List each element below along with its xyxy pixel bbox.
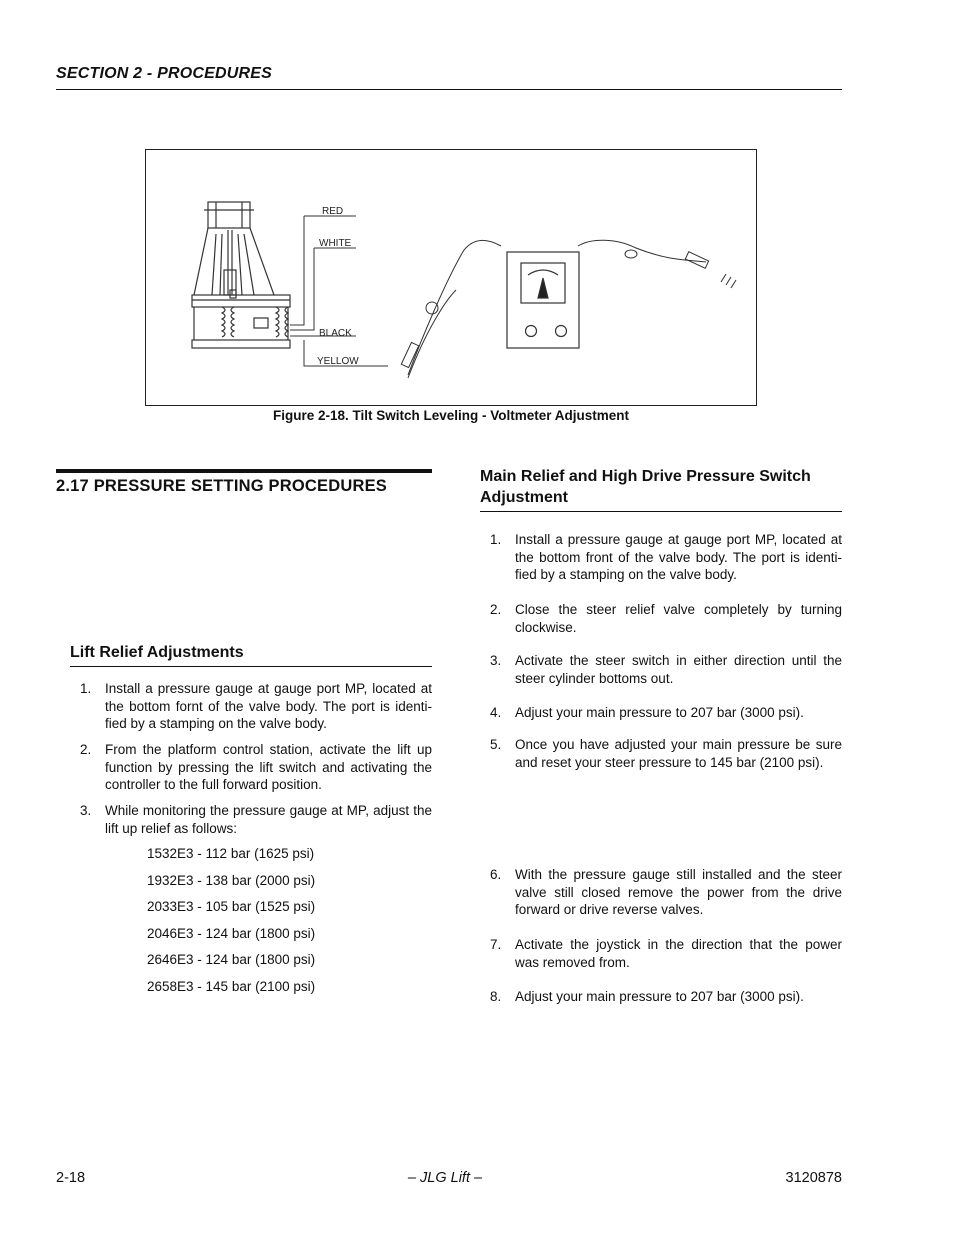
step-number: 2. [80,742,92,757]
main-relief-rule [480,511,842,512]
step-text: Adjust your main pressure to 207 bar (3000 psi). [515,989,804,1004]
voltmeter-leads [401,240,736,378]
step-text: Activate the steer switch in either direction until the steer cylinder bottoms out. [515,653,842,686]
step-text: Install a pressure gauge at gauge port MP, located at the bottom front of the valve body. The port is identi-fied by a stamping on the valve body. [515,532,842,582]
step-number: 4. [490,705,502,720]
step-number: 2. [490,602,502,617]
header-rule [56,89,842,90]
step-number: 3. [490,653,502,668]
step-number: 6. [490,867,502,882]
wire-label-black: BLACK [319,328,352,339]
step-text: Close the steer relief valve completely by turning clockwise. [515,602,842,635]
lift-relief-spec: 2033E3 - 105 bar (1525 psi) [147,899,316,914]
section-header: SECTION 2 - PROCEDURES [56,65,272,82]
step-text: Install a pressure gauge at gauge port MP, located at the bottom fornt of the valve body. The port is identi-fied by a stamping on the valve body. [105,681,432,731]
figure-tilt-switch [145,149,757,406]
voltmeter-icon [507,252,579,348]
step-text: From the platform control station, activate the lift up function by pressing the lift switch and activating the controller to the full forward position. [105,742,432,792]
lift-relief-rule [70,666,432,667]
step-text: Once you have adjusted your main pressure be sure and reset your steer pressure to 145 bar (2100 psi). [515,737,842,770]
step-number: 1. [80,681,92,696]
section-title: 2.17 PRESSURE SETTING PROCEDURES [56,477,387,495]
lift-relief-spec: 2658E3 - 145 bar (2100 psi) [147,979,316,994]
step-text: With the pressure gauge still installed and the steer valve still closed remove the power from the drive forward or drive reverse valves. [515,867,842,917]
step-text: Adjust your main pressure to 207 bar (3000 psi). [515,705,804,720]
step-number: 5. [490,737,502,752]
lift-relief-heading: Lift Relief Adjustments [70,644,244,661]
lift-relief-spec: 2646E3 - 124 bar (1800 psi) [147,952,316,967]
step-number: 7. [490,937,502,952]
tilt-switch-drawing [192,202,290,348]
lift-relief-spec: 1932E3 - 138 bar (2000 psi) [147,873,316,888]
wire-label-yellow: YELLOW [317,356,359,367]
step-text: While monitoring the pressure gauge at MP, adjust the lift up relief as follows: [105,803,432,836]
footer-document-number: 3120878 [785,1170,842,1186]
footer-page-number: 2-18 [56,1170,86,1186]
main-relief-heading: Main Relief and High Drive Pressure Switch Adjustment [480,468,811,506]
figure-caption: Figure 2-18. Tilt Switch Leveling - Voltmeter Adjustment [272,408,630,423]
tilt-switch-diagram [146,150,756,405]
footer-publisher: – JLG Lift – [407,1170,483,1186]
wire-label-red: RED [322,206,344,217]
step-number: 1. [490,532,502,547]
lift-relief-spec: 2046E3 - 124 bar (1800 psi) [147,926,316,941]
step-number: 3. [80,803,92,818]
wire-label-white: WHITE [319,238,352,249]
step-text: Activate the joystick in the direction that the power was removed from. [515,937,842,970]
lift-relief-spec: 1532E3 - 112 bar (1625 psi) [147,846,315,861]
section-rule [56,469,432,473]
step-number: 8. [490,989,502,1004]
